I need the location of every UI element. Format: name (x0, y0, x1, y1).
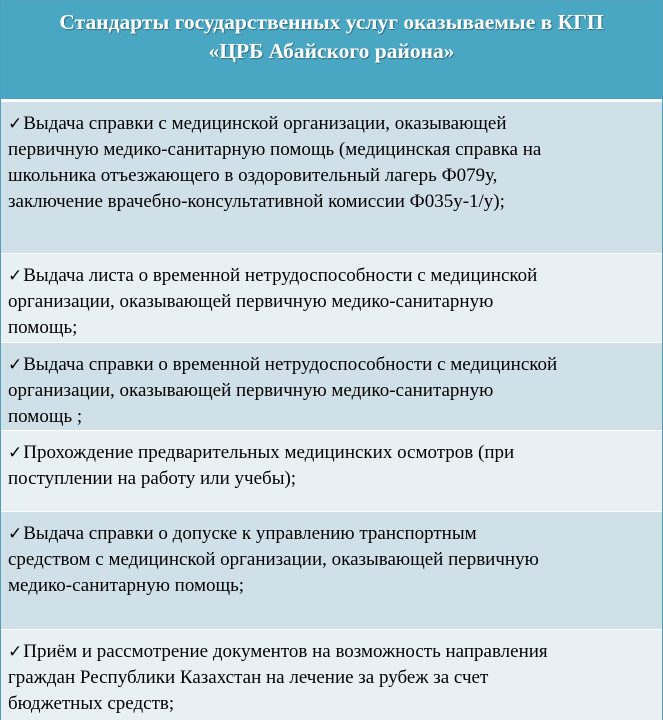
table-row (1, 253, 662, 342)
row-text-line: организации, оказывающей первичную медико-санитарную (8, 380, 494, 401)
table-header (1, 1, 662, 101)
row-text-line: граждан Республики Казахстан на лечение за рубеж за счет (8, 667, 489, 688)
row-text-line: средством с медицинской организации, оказывающей первичную (8, 549, 539, 570)
check-icon: ✓ (8, 114, 23, 134)
table-row (1, 101, 662, 253)
row-text-line: Выдача листа о временной нетрудоспособности с медицинской (23, 265, 538, 286)
row-text-line: Выдача справки с медицинской организации, оказывающей (23, 113, 507, 134)
row-text-line: заключение врачебно-консультативной комиссии Ф035у-1/у); (8, 191, 505, 212)
row-text-line: поступлении на работу или учебы); (8, 468, 297, 489)
row-text-line: Прохождение предварительных медицинских осмотров (при (23, 442, 515, 463)
row-text-line: помощь ; (8, 406, 83, 427)
table-row (1, 342, 662, 430)
row-text-line: школьника отъезжающего в оздоровительный лагерь Ф079у, (8, 165, 498, 186)
page-title-line-1: Стандарты государственных услуг оказываемые в КГП (59, 10, 604, 34)
row-text-line: Выдача справки о временной нетрудоспособности с медицинской (23, 354, 558, 375)
row-text-line: первичную медико-санитарную помощь (медицинская справка на (8, 139, 542, 160)
check-icon: ✓ (8, 355, 23, 375)
table-row (1, 511, 662, 629)
row-text-line: организации, оказывающей первичную медико-санитарную (8, 291, 494, 312)
row-text-line: Выдача справки о допуске к управлению транспортным (23, 523, 477, 544)
page-title-line-2: «ЦРБ Абайского района» (208, 39, 455, 63)
row-text-line: бюджетных средств; (8, 693, 175, 714)
check-icon: ✓ (8, 443, 23, 463)
row-text-line: Приём и рассмотрение документов на возможность направления (23, 641, 548, 662)
table-row (1, 629, 662, 720)
table-row (1, 430, 662, 511)
check-icon: ✓ (8, 642, 23, 662)
check-icon: ✓ (8, 524, 23, 544)
check-icon: ✓ (8, 266, 23, 286)
row-text-line: помощь; (8, 317, 78, 338)
row-text-line: медико-санитарную помощь; (8, 575, 245, 596)
